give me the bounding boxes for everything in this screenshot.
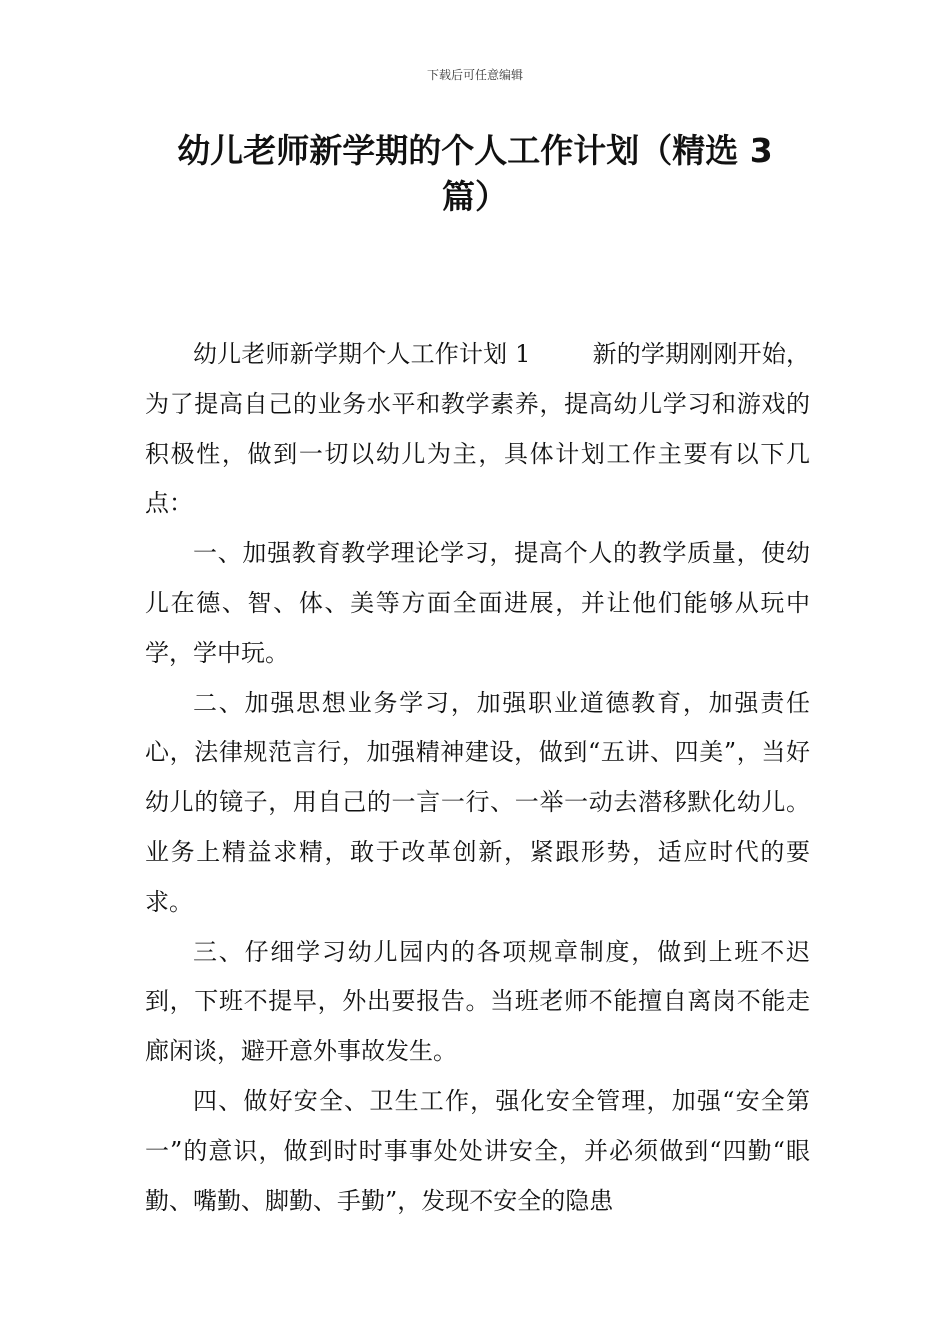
intro-text: 新的学期刚刚开始，为了提高自己的业务水平和教学素养，提高幼儿学习和游戏的积极性，做到一切以幼儿为主，具体计划工作主要有以下几点：	[145, 340, 810, 518]
document-title: 幼儿老师新学期的个人工作计划（精选 3 篇）	[177, 131, 773, 216]
paragraph-2: 二、加强思想业务学习，加强职业道德教育，加强责任心，法律规范言行，加强精神建设，做到“五讲、四美”，当好幼儿的镜子，用自己的一言一行、一举一动去潜移默化幼儿。业务上精益求精，敢于改革创新，紧跟形势，适应时代的要求。	[145, 688, 810, 916]
paragraph-4: 四、做好安全、卫生工作，强化安全管理，加强“安全第一”的意识，做到时时事事处处讲安全，并必须做到“四勤“眼勤、嘴勤、脚勤、手勤”，发现不安全的隐患	[145, 1086, 810, 1215]
document-body	[145, 330, 810, 1226]
paragraph-3: 三、仔细学习幼儿园内的各项规章制度，做到上班不迟到，下班不提早，外出要报告。当班老师不能擅自离岗不能走廊闲谈，避开意外事故发生。	[145, 937, 810, 1066]
section-heading: 幼儿老师新学期个人工作计划 1	[193, 340, 531, 368]
paragraph-1: 一、加强教育教学理论学习，提高个人的教学质量，使幼儿在德、智、体、美等方面全面进展，并让他们能够从玩中学，学中玩。	[145, 539, 810, 667]
header-note: 下载后可任意编辑	[426, 68, 523, 82]
intro-paragraph	[145, 330, 810, 529]
